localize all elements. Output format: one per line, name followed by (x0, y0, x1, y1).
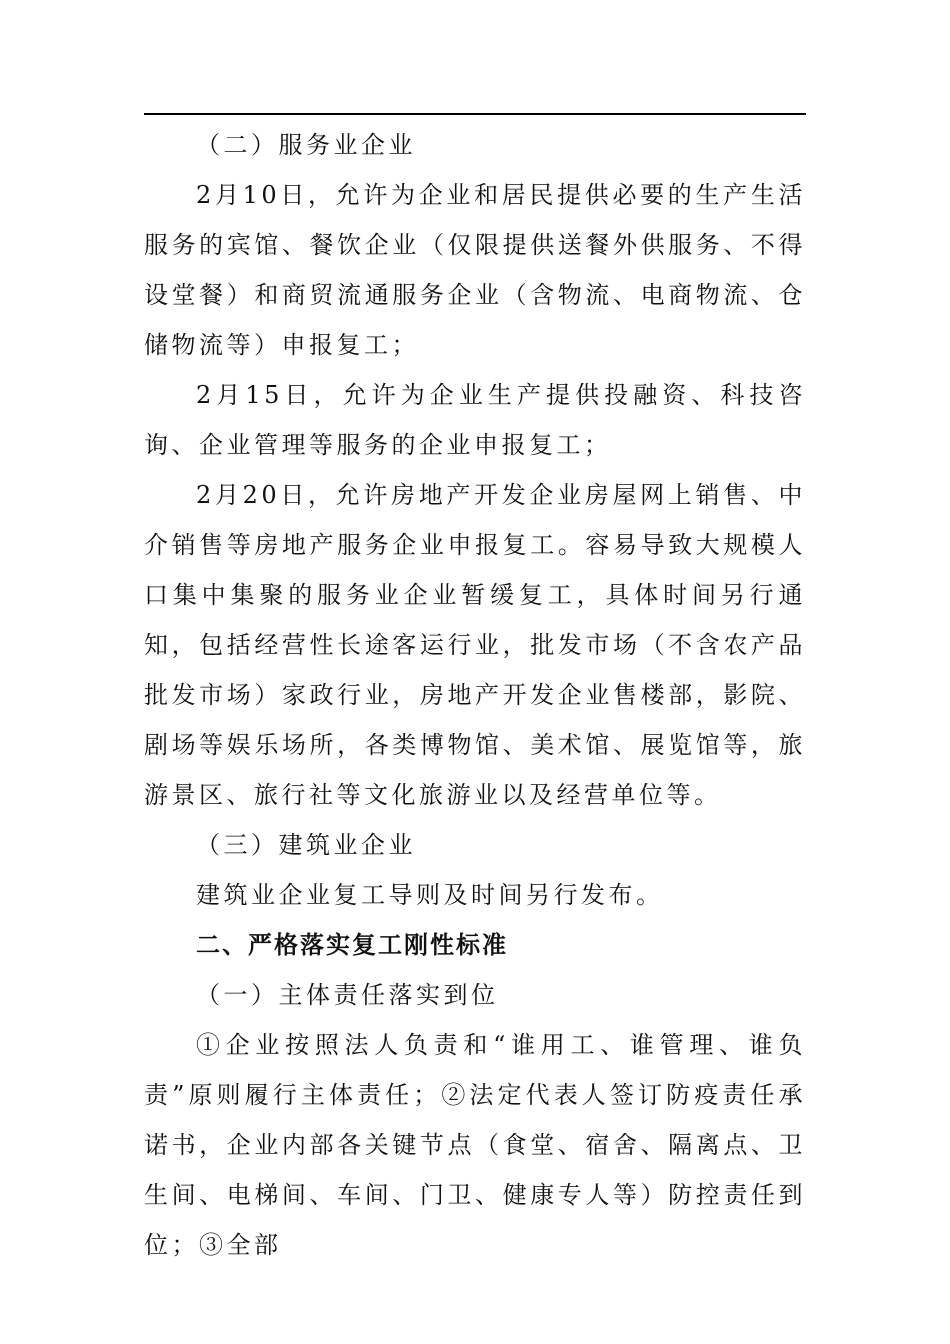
paragraph-feb-10: 2月10日，允许为企业和居民提供必要的生产生活服务的宾馆、餐饮企业（仅限提供送餐外供服务、不得设堂餐）和商贸流通服务企业（含物流、电商物流、仓储物流等）申报复工； (144, 181, 806, 359)
chapter-heading-standards: 二、严格落实复工刚性标准 (196, 931, 508, 959)
paragraph-feb-20: 2月20日，允许房地产开发企业房屋网上销售、中介销售等房地产服务企业申报复工。容易导致大规模人口集中集聚的服务业企业暂缓复工，具体时间另行通知，包括经营性长途客运行业，批发市场（不含农产品批发市场）家政行业，房地产开发企业售楼部，影院、剧场等娱乐场所，各类博物馆、美术馆、展览馆等，旅游景区、旅行社等文化旅游业以及经营单位等。 (144, 481, 806, 809)
paragraph-feb-15: 2月15日，允许为企业生产提供投融资、科技咨询、企业管理等服务的企业申报复工； (144, 381, 806, 459)
paragraph-responsibility: ①企业按照法人负责和“谁用工、谁管理、谁负责”原则履行主体责任；②法定代表人签订防疫责任承诺书，企业内部各关键节点（食堂、宿舍、隔离点、卫生间、电梯间、车间、门卫、健康专人等）防控责任到位；③全部 (144, 1031, 806, 1259)
document-body (144, 120, 806, 1270)
section-heading-construction: （三）建筑业企业 (196, 831, 416, 859)
section-heading-responsibility: （一）主体责任落实到位 (196, 981, 499, 1009)
header-rule (144, 113, 806, 115)
paragraph-construction: 建筑业企业复工导则及时间另行发布。 (196, 881, 664, 909)
section-heading-services: （二）服务业企业 (196, 131, 416, 159)
